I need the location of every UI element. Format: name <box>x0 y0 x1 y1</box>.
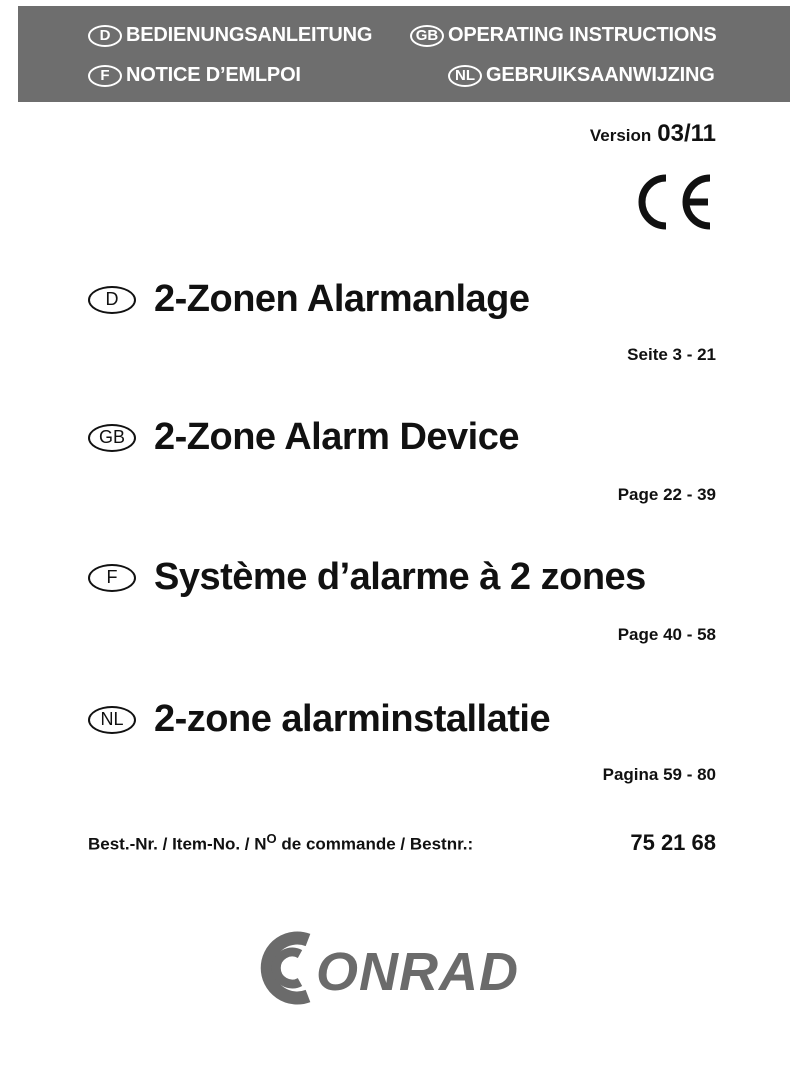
header-label-de: BEDIENUNGSANLEITUNG <box>126 24 373 46</box>
item-number-row <box>88 830 716 856</box>
title-text-fr: Système d’alarme à 2 zones <box>154 556 646 598</box>
header-item-fr <box>88 64 301 87</box>
title-text-de: 2-Zonen Alarmanlage <box>154 278 530 320</box>
page-ref-nl: Pagina 59 - 80 <box>602 765 716 784</box>
lang-badge-nl: NL <box>448 65 482 87</box>
title-gb <box>88 416 519 459</box>
lang-badge-de: D <box>88 25 122 47</box>
title-nl <box>88 698 550 741</box>
title-fr <box>88 556 646 599</box>
conrad-logo-icon <box>256 930 552 1006</box>
ce-mark-icon <box>628 170 718 234</box>
title-badge-fr: F <box>88 564 136 592</box>
title-badge-nl: NL <box>88 706 136 734</box>
page-ref-fr: Page 40 - 58 <box>617 625 716 644</box>
header-item-gb <box>410 24 717 47</box>
title-badge-gb: GB <box>88 424 136 452</box>
lang-badge-gb: GB <box>410 25 444 47</box>
header-label-fr: NOTICE D’EMLPOI <box>126 64 301 86</box>
lang-badge-fr: F <box>88 65 122 87</box>
title-text-nl: 2-zone alarminstallatie <box>154 698 551 740</box>
title-de <box>88 278 530 321</box>
header-label-gb: OPERATING INSTRUCTIONS <box>448 24 717 46</box>
item-number-value: 75 21 68 <box>630 830 716 855</box>
version-number: 03/11 <box>657 120 716 147</box>
version-label: Version <box>589 126 652 145</box>
title-badge-de: D <box>88 286 136 314</box>
header-item-de <box>88 24 372 47</box>
version-info <box>590 120 716 148</box>
page-ref-gb: Page 22 - 39 <box>617 485 716 504</box>
language-header <box>18 6 790 102</box>
page-ref-de: Seite 3 - 21 <box>627 345 716 364</box>
title-text-gb: 2-Zone Alarm Device <box>154 416 520 458</box>
header-item-nl <box>448 64 715 87</box>
header-label-nl: GEBRUIKSAANWIJZING <box>486 64 715 86</box>
item-number-label: Best.-Nr. / Item-No. / $N^O$ de commande / Bestnr.: <box>88 831 474 854</box>
svg-text:ONRAD: ONRAD <box>316 942 519 1002</box>
